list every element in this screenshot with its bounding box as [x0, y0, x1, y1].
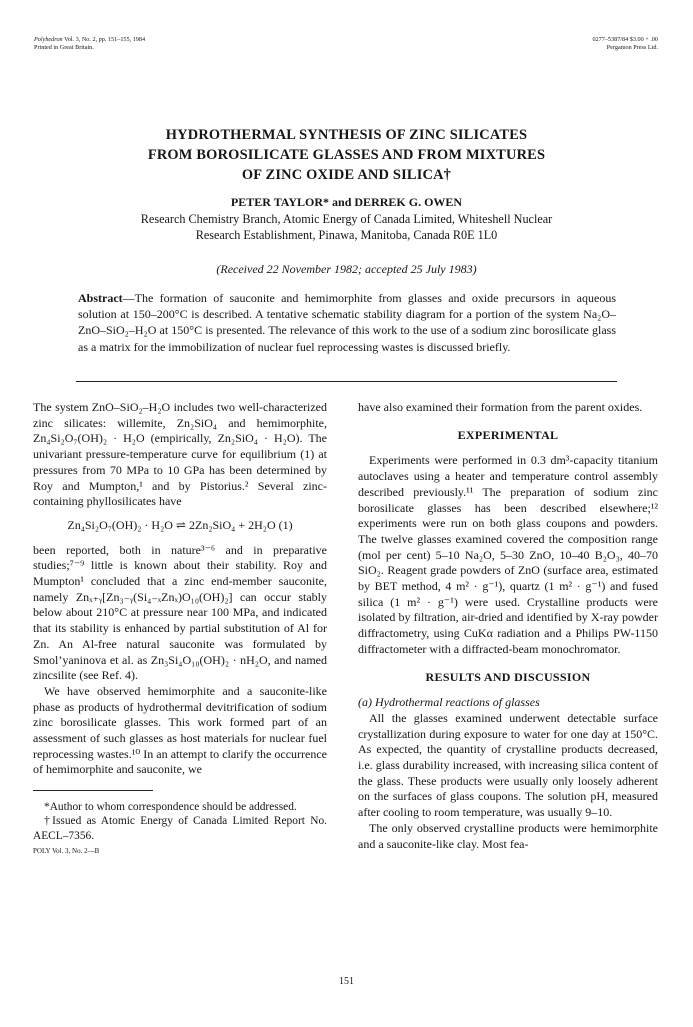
paragraph: The system ZnO–SiO₂–H₂O includes two well-characterized zinc silicates: willemite, Zn₂SiO₄ and hemimorphite, Zn₄Si₂O₇(OH)₂ · H₂O (empirically, Zn₂SiO₄ · H₂O). The univariant pressure-temperature curve for equilibrium (1) at pressures from 70 MPa to 10 GPa has been determined by Roy and Mumpton,¹ and by Pistorius.² Several zinc-containing phyllosilicates have: [33, 400, 327, 509]
article-title: [0, 125, 693, 185]
title-line-1: HYDROTHERMAL SYNTHESIS OF ZINC SILICATES: [165, 127, 528, 143]
section-heading-experimental: EXPERIMENTAL: [457, 427, 559, 442]
paragraph: Experiments were performed in 0.3 dm³-capacity titanium autoclaves using a heater and temperature control assembly described previously.¹¹ The preparation of sodium zinc borosilicate glasses has been described elsewhere;¹² experiments were run on both glass coupons and powders. The twelve glasses examined covered the composition range (mol per cent) 5–10 Na₂O, 5–30 ZnO, 10–40 B₂O₃, 40–70 SiO₂. Reagent grade powders of ZnO (surface area, estimated by BET method, 4 m² · g⁻¹), quartz (1 m² · g⁻¹) and fused silica (1 m² · g⁻¹) were used. Crystalline products were isolated by filtration, air-dried and identified by X-ray powder diffractometry, using CuKα radiation and a Philips PW-1150 diffractometer with a diffracted-beam monochromator.: [358, 453, 658, 656]
abstract: [78, 290, 616, 355]
affiliation: [0, 211, 693, 243]
publisher: Pergamon Press Ltd.: [606, 44, 658, 51]
right-column: [358, 400, 658, 852]
footnote-author: *Author to whom correspondence should be addressed.: [44, 801, 297, 814]
article-code: 0277–5387/84 $3.00 + .00: [592, 36, 658, 43]
received-dates: (Received 22 November 1982; accepted 25 July 1983): [216, 262, 477, 276]
journal-header-left: [34, 36, 145, 52]
affiliation-line-1: Research Chemistry Branch, Atomic Energy of Canada Limited, Whiteshell Nuclear: [140, 212, 553, 226]
equation-1: Zn₄Si₂O₇(OH)₂ · H₂O ⇌ 2Zn₂SiO₄ + 2H₂O (1): [67, 517, 293, 532]
section-heading-results: RESULTS AND DISCUSSION: [425, 669, 591, 684]
paragraph: We have observed hemimorphite and a sauconite-like phase as products of hydrothermal devitrification of sodium zinc borosilicate glasses. This work formed part of an assessment of such glasses as host materials for nuclear fuel reprocessing wastes.¹⁰ In an attempt to clarify the occurrence of hemimorphite and sauconite, we: [33, 683, 327, 777]
footnote-report: †Issued as Atomic Energy of Canada Limited Report No. AECL–7356.: [33, 815, 327, 842]
abstract-label: Abstract: [78, 291, 123, 305]
journal-header-right: [592, 36, 658, 52]
authors: PETER TAYLOR* and DERREK G. OWEN: [230, 195, 463, 209]
paragraph: been reported, both in nature³⁻⁶ and in preparative studies;⁷⁻⁹ little is known about their stability. Roy and Mumpton¹ concluded that a zinc end-member sauconite, namely Znₓ₊ᵧ[Zn₃₋ᵧ(Si₄₋ₓZnₓ)O₁₀(OH)₂] can occur stably below about 210°C at pressure near 100 MPa, and indicated that its stability is enhanced by partial substitution of Al for Zn. An Al-free natural sauconite was formulated by Smol’yaninova et al. as Zn₃Si₄O₁₀(OH)₂ · nH₂O, and named zincsilite (see Ref. 4).: [33, 542, 327, 683]
journal-volume: Vol. 3, No. 2, pp. 151–155, 1984: [64, 36, 146, 43]
affiliation-line-2: Research Establishment, Pinawa, Manitoba, Canada R0E 1L0: [195, 228, 498, 242]
journal-name: Polyhedron: [34, 36, 63, 43]
printed-in: Printed in Great Britain.: [34, 44, 94, 51]
title-line-2: FROM BOROSILICATE GLASSES AND FROM MIXTURES: [147, 147, 546, 163]
paragraph: have also examined their formation from the parent oxides.: [358, 400, 643, 414]
abstract-text: —The formation of sauconite and hemimorphite from glasses and oxide precursors in aqueous solution at 150–200°C is described. A tentative schematic stability diagram for a portion of the system Na₂O–ZnO–SiO₂–H₂O at 150°C is presented. The relevance of this work to the use of a sodium zinc borosilicate glass as a matrix for the immobilization of nuclear fuel reprocessing wastes is discussed briefly.: [78, 291, 616, 354]
footnote-divider: [33, 790, 153, 791]
abstract-divider: [76, 381, 617, 382]
paragraph: All the glasses examined underwent detectable surface crystallization during exposure to water for one day at 150°C. As expected, the quantity of crystalline products decreased, i.e. glass durability increased, with increasing silica content of the glass. These products were usually only loosely adherent on the surfaces of glass coupons. The solution pH, measured after cooling to room temperature, was usually 9–10.: [358, 710, 658, 820]
poly-volume-mark: POLY Vol. 3, No. 2—B: [33, 846, 100, 855]
title-line-3: OF ZINC OXIDE AND SILICA†: [241, 167, 452, 183]
left-column: [33, 400, 327, 856]
page-number: 151: [339, 976, 354, 987]
paragraph: The only observed crystalline products were hemimorphite and a sauconite-like clay. Most fea-: [358, 820, 658, 851]
subsection-heading: (a) Hydrothermal reactions of glasses: [358, 695, 540, 710]
